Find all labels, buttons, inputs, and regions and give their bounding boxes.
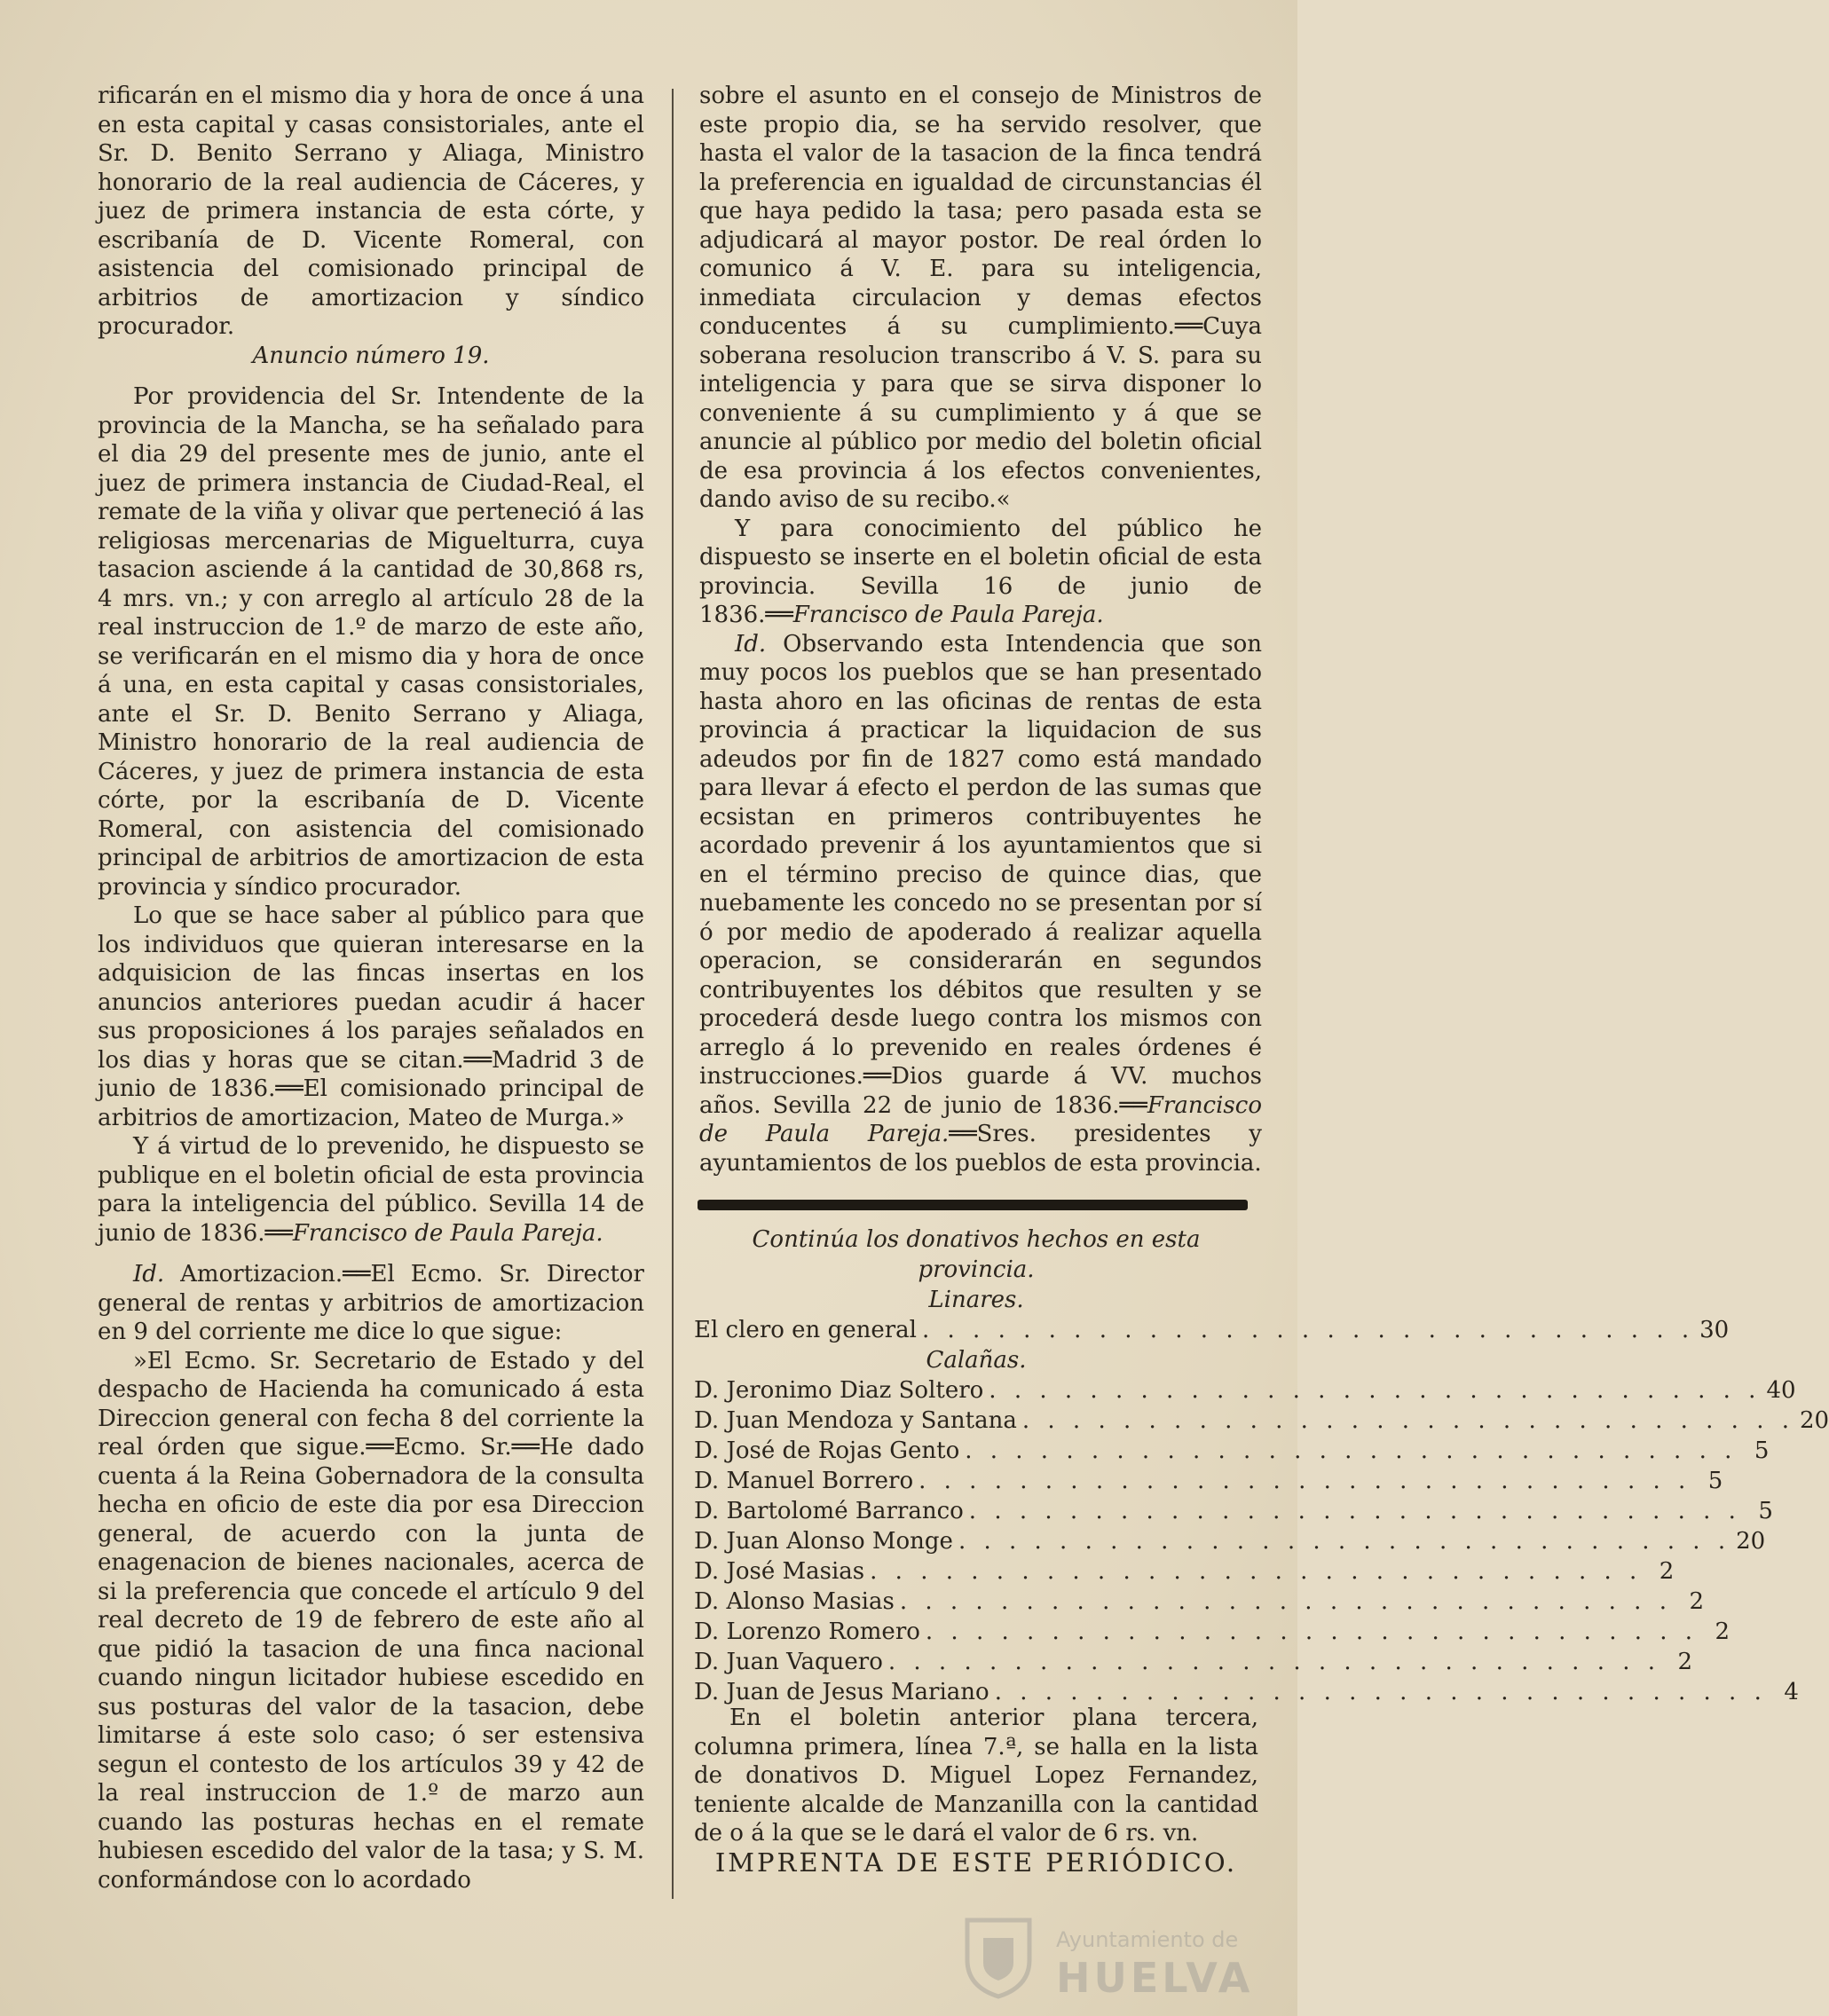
signature: Francisco de Paula Pareja. xyxy=(292,1219,603,1247)
left-column xyxy=(98,82,644,1894)
donation-amount: 20 xyxy=(1736,1528,1766,1555)
column-divider xyxy=(672,89,674,1899)
right-column xyxy=(699,82,1262,1177)
donor-name: D. Juan de Jesus Mariano xyxy=(694,1679,989,1705)
leader-dots: . . . . . . . . . . . . . . . . . . . . . . . . . . . . . . . xyxy=(870,1558,1643,1585)
donation-amount: 2 xyxy=(1689,1588,1704,1615)
leader-dots: . . . . . . . . . . . . . . . . . . . . . . . . . . . . . . . xyxy=(918,1468,1691,1494)
section-divider xyxy=(698,1200,1248,1210)
donor-name: D. José de Rojas Gento xyxy=(694,1437,960,1464)
donation-row xyxy=(694,1677,1799,1707)
leader-dots: . . . . . . . . . . . . . . . . . . . . . . . . . . . . . . . xyxy=(899,1588,1672,1615)
imprint: IMPRENTA DE ESTE PERIÓDICO. xyxy=(714,1847,1238,1878)
id-marker-2: Id. xyxy=(735,630,767,658)
donor-name: D. Alonso Masias xyxy=(694,1588,895,1615)
city-crest-icon xyxy=(958,1911,1038,2000)
donation-row xyxy=(694,1556,1675,1587)
leader-dots: . . . . . . . . . . . . . . . . . . . . . . . . . . . . . . . xyxy=(968,1498,1741,1524)
right-paragraph-continuation: sobre el asunto en el consejo de Ministros de este propio dia, se ha servido resolver, que hasta el valor de la tasacion de la finca tendrá la preferencia en igualdad de circunstancias él que haya pedido la tasa; pero pasada esta se adjudicará al mayor postor. De real órden lo comunico á V. E. para su inteligencia, inmediata circulacion y demas efectos conducentes á su cumplimiento.══Cuya soberana resolucion transcribo á V. S. para su inteligencia y para que se sirva disponer lo conveniente á su cumplimiento y á que se anuncie al público por medio del boletin oficial de esa provincia á los efectos convenientes, dando aviso de su recibo.« xyxy=(699,83,1262,513)
leader-dots: . . . . . . . . . . . . . . . . . . . . . . . . . . . . . . . xyxy=(994,1679,1767,1705)
leader-dots: . . . . . . . . . . . . . . . . . . . . . . . . . . . . . . . xyxy=(887,1649,1661,1675)
id-marker: Id. xyxy=(133,1261,165,1288)
donations-rows xyxy=(694,1285,1829,1707)
donor-name: D. Juan Mendoza y Santana xyxy=(694,1407,1017,1434)
royal-order-paragraph: »El Ecmo. Sr. Secretario de Estado y del despacho de Hacienda ha comunicado á esta Direccion general con fecha 8 del corriente la real órden que sigue.══Ecmo. Sr.══He dado cuenta á la Reina Gobernadora de la consulta hecha en oficio de este dia por esa Direccion general, de acuerdo con la junta de enagenacion de bienes nacionales, acerca de si la preferencia que concede el artículo 9 del real decreto de 19 de febrero de este año al que pidió la tasacion de una finca nacional cuando ningun licitador hubiese escedido en sus posturas del valor de la tasacion, debe limitarse á este solo caso; ó ser estensiva segun el contesto de los artículos 39 y 42 de la real instruccion de 1.º de marzo aun cuando las posturas hechas en el remate hubiesen escedido del valor de la tasa; y S. M. conformándose con lo acordado xyxy=(98,1347,644,1894)
left-paragraph-continuation: rificarán en el mismo dia y hora de once á una en esta capital y casas consistoriales, ante el Sr. D. Benito Serrano y Aliaga, Ministro honorario de la real audiencia de Cáceres, y juez de primera instancia de esta córte, y escribanía de D. Vicente Romeral, con asistencia del comisionado principal de arbitrios de amortizacion y síndico procurador. xyxy=(98,83,644,340)
announcement-heading: Anuncio número 19. xyxy=(252,342,490,369)
donation-amount: 30 xyxy=(1699,1317,1730,1343)
donation-amount: 20 xyxy=(1800,1407,1829,1434)
donation-amount: 2 xyxy=(1677,1649,1693,1675)
publication-paragraph-2 xyxy=(699,515,1262,630)
donations-list xyxy=(694,1225,1829,1707)
publication-text-2: Y para conocimiento del público he dispuesto se inserte en el boletin oficial de esta provincia. Sevilla 16 de junio de 1836.══ xyxy=(699,515,1262,628)
donor-name: El clero en general xyxy=(694,1317,917,1343)
leader-dots: . . . . . . . . . . . . . . . . . . . . . . . . . . . . . . . xyxy=(965,1437,1738,1464)
leader-dots: . . . . . . . . . . . . . . . . . . . . . . . . . . . . . . . xyxy=(925,1618,1699,1645)
donor-name: D. Juan Vaquero xyxy=(694,1649,883,1675)
leader-dots: . . . . . . . . . . . . . . . . . . . . . . . . . . . . . . . xyxy=(1021,1407,1795,1434)
donation-amount: 4 xyxy=(1784,1679,1799,1705)
donation-row xyxy=(694,1436,1770,1466)
intendencia-paragraph xyxy=(699,630,1262,1178)
watermark-logo xyxy=(958,1908,1254,2005)
amortization-text: Amortizacion.══El Ecmo. Sr. Director general de rentas y arbitrios de amortizacion en 9 del corriente me dice lo que sigue: xyxy=(98,1261,644,1345)
donation-row xyxy=(694,1315,1730,1345)
donation-row xyxy=(694,1647,1693,1677)
intendencia-text: Observando esta Intendencia que son muy pocos los pueblos que se han presentado hasta ahoro en las oficinas de rentas de esta provincia á practicar la liquidacion de sus adeudos por fin de 1827 como está mandado para llevar á efecto el perdon de las sumas que ecsistan en primeros contribuyentes he acordado prevenir á los ayuntamientos que si en el término preciso de quince dias, que nuebamente les concedo no se presentan por sí ó por medio de apoderado á realizar aquella operacion, se considerarán en segundos contribuyentes los débitos que resulten y se procederá desde luego contra los mismos con arreglo á lo prevenido en reales órdenes é instrucciones.══Dios guarde á VV. muchos años. Sevilla 22 de junio de 1836.══ xyxy=(699,630,1262,1119)
publication-text: Y á virtud de lo prevenido, he dispuesto se publique en el boletin oficial de esta provincia para la inteligencia del público. Sevilla 14 de junio de 1836.══ xyxy=(98,1133,644,1247)
donor-name: D. Lorenzo Romero xyxy=(694,1618,920,1645)
donation-row xyxy=(694,1466,1723,1496)
leader-dots: . . . . . . . . . . . . . . . . . . . . . . . . . . . . . . . xyxy=(958,1528,1731,1555)
donor-name: D. Juan Alonso Monge xyxy=(694,1528,953,1555)
donation-amount: 2 xyxy=(1659,1558,1675,1585)
amortization-paragraph xyxy=(98,1260,644,1347)
donation-row xyxy=(694,1617,1730,1647)
donation-amount: 5 xyxy=(1758,1498,1773,1524)
donation-row xyxy=(694,1375,1796,1406)
watermark-line2: HUELVA xyxy=(1056,1954,1254,2002)
addressees: ══Sres. presidentes y ayuntamientos de los pueblos de esta provincia. xyxy=(699,1121,1262,1177)
leader-dots: . . . . . . . . . . . . . . . . . . . . . . . . . . . . . . . xyxy=(989,1377,1762,1404)
erratum-text: En el boletin anterior plana tercera, columna primera, línea 7.ª, se halla en la lista de donativos D. Miguel Lopez Fernandez, teniente alcalde de Manzanilla con la cantidad de o á la que se le dará el valor de 6 rs. vn. xyxy=(694,1705,1258,1847)
announcement-19-body: Por providencia del Sr. Intendente de la provincia de la Mancha, se ha señalado para el dia 29 del presente mes de junio, ante el juez de primera instancia de Ciudad-Real, el remate de la viña y olivar que perteneció á las religiosas mercenarias de Miguelturra, cuya tasacion asciende á la cantidad de 30,868 rs, 4 mrs. vn.; y con arreglo al artículo 28 de la real instruccion de 1.º de marzo de este año, se verificarán en el mismo dia y hora de once á una, en esta capital y casas consistoriales, ante el Sr. D. Benito Serrano y Aliaga, Ministro honorario de la real audiencia de Cáceres, y juez de primera instancia de esta córte, por la escribanía de D. Vicente Romeral, con asistencia del comisionado principal de arbitrios de amortizacion de esta provincia y síndico procurador. xyxy=(98,383,644,901)
donation-amount: 5 xyxy=(1754,1437,1770,1464)
watermark-line1: Ayuntamiento de xyxy=(1056,1927,1239,1952)
publication-paragraph xyxy=(98,1132,644,1248)
donation-row xyxy=(694,1406,1829,1436)
donation-row xyxy=(694,1526,1766,1556)
donor-name: D. Jeronimo Diaz Soltero xyxy=(694,1377,984,1404)
donation-row xyxy=(694,1587,1704,1617)
signature-2: Francisco de Paula Pareja. xyxy=(792,602,1104,628)
donor-name: D. José Masias xyxy=(694,1558,865,1585)
erratum-notice xyxy=(694,1704,1258,1848)
town-name: Calañas. xyxy=(926,1347,1027,1374)
notice-paragraph: Lo que se hace saber al público para que los individuos que quieran interesarse en la adquisicion de las fincas insertas en los anuncios anteriores puedan acudir á hacer sus proposiciones á los parajes señalados en los dias y horas que se citan.══Madrid 3 de junio de 1836.══El comisionado principal de arbitrios de amortizacion, Mateo de Murga.» xyxy=(98,902,644,1131)
donation-amount: 5 xyxy=(1707,1468,1723,1494)
donor-name: D. Manuel Borrero xyxy=(694,1468,914,1494)
donations-title: Continúa los donativos hechos en esta provincia. xyxy=(752,1226,1201,1283)
donation-row xyxy=(694,1496,1773,1526)
donation-amount: 40 xyxy=(1766,1377,1796,1404)
leader-dots: . . . . . . . . . . . . . . . . . . . . . . . . . . . . . . . xyxy=(921,1317,1695,1343)
town-name: Linares. xyxy=(928,1287,1024,1313)
donor-name: D. Bartolomé Barranco xyxy=(694,1498,964,1524)
donation-amount: 2 xyxy=(1715,1618,1730,1645)
signature-3: Francisco de Paula Pareja. xyxy=(699,1091,1262,1147)
